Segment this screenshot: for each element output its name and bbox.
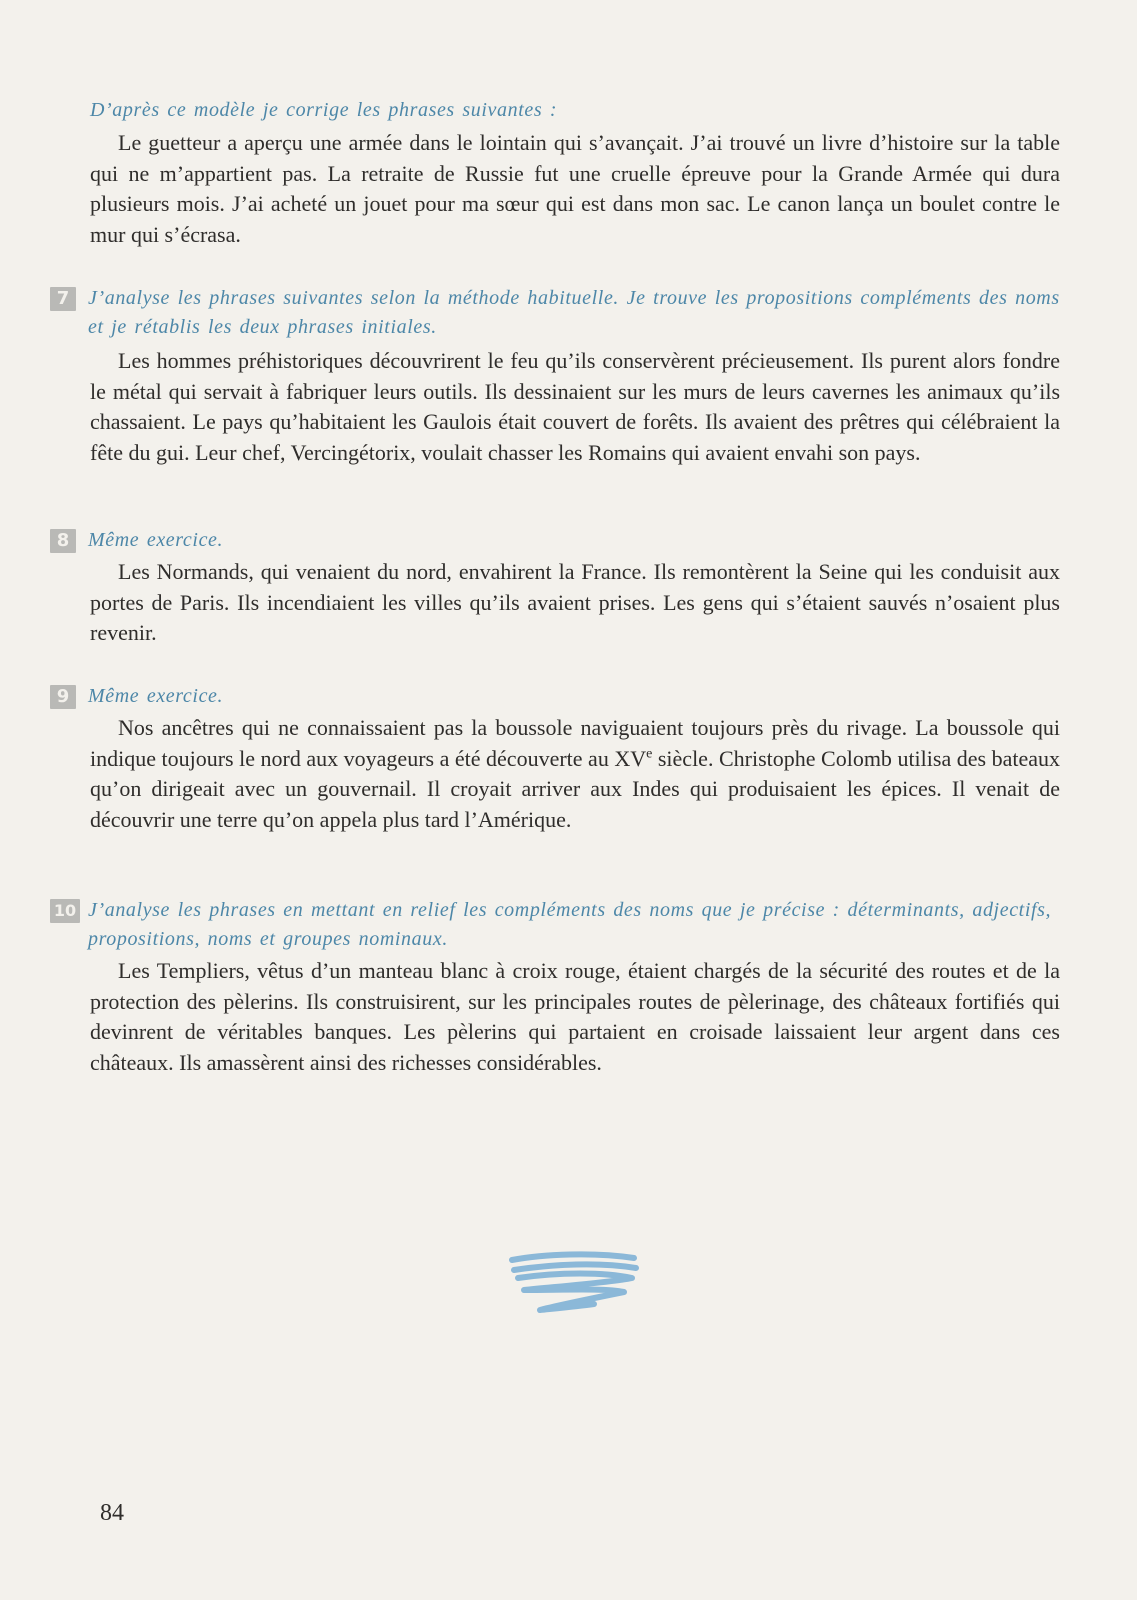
exercise-10-text: Les Templiers, vêtus d’un manteau blanc à croix rouge, étaient chargés de la sécurité des routes et de la protection des pèlerins. Ils construisirent, sur les principales routes de pèlerinage, des châteaux fortifiés qui devinrent de véritables banques. Les pèlerins qui partaient en croisade laissaient leur argent dans ces châteaux. Ils amassèrent ainsi des richesses considérables. xyxy=(90,958,1060,1075)
exercise-7-text: Les hommes préhistoriques découvrirent le feu qu’ils conservèrent précieusement. Ils purent alors fondre le métal qui servait à fabriquer leurs outils. Ils dessinaient sur les murs de leurs cavernes les animaux qu’ils chassaient. Le pays qu’habitaient les Gaulois était couvert de forêts. Ils avaient des prêtres qui célébraient la fête du gui. Leur chef, Vercingétorix, voulait chasser les Romains qui avaient envahi son pays. xyxy=(90,348,1060,465)
exercise-9-text-part-2: siècle. Christophe Colomb utilisa des bateaux qu’on dirigeait avec un gouvernail. Il croyait arriver aux Indes qui produisaient les épices. Il venait de découvrir une terre qu’on appela plus tard l’Amérique. xyxy=(90,745,1060,832)
page-number: 84 xyxy=(100,1500,124,1526)
exercise-7-instruction: J’analyse les phrases suivantes selon la méthode habituelle. Je trouve les propositions compléments des noms et je rétablis les deux phrases initiales. xyxy=(88,287,1060,338)
blue-scribble-ornament-icon xyxy=(504,1250,644,1325)
exercise-number-badge: 8 xyxy=(50,529,76,553)
exercise-9-header xyxy=(50,682,1070,711)
exercise-8-header xyxy=(50,526,1070,555)
exercise-8-text: Les Normands, qui venaient du nord, envahirent la France. Ils remontèrent la Seine qui les conduisit aux portes de Paris. Ils incendiaient les villes qu’ils avaient prises. Les gens qui s’étaient sauvés n’osaient plus revenir. xyxy=(90,559,1060,645)
intro-text: Le guetteur a aperçu une armée dans le lointain qui s’avançait. J’ai trouvé un livre d’histoire sur la table qui ne m’appartient pas. La retraite de Russie fut une cruelle épreuve pour la Grande Armée qui dura plusieurs mois. J’ai acheté un jouet pour ma sœur qui est dans mon sac. Le canon lança un boulet contre le mur qui s’écrasa. xyxy=(90,130,1060,247)
intro-instruction: D’après ce modèle je corrige les phrases suivantes : xyxy=(90,99,558,121)
exercise-number-badge: 10 xyxy=(50,899,80,923)
exercise-9-text-part-1: Nos ancêtres qui ne connaissaient pas la boussole naviguaient toujours près du rivage. La boussole qui indique toujours le nord aux voyageurs a été découverte au XV xyxy=(90,715,1060,771)
exercise-10-instruction: J’analyse les phrases en mettant en relief les compléments des noms que je précise : déterminants, adjectifs, propositions, noms et groupes nominaux. xyxy=(88,899,1052,950)
exercise-9-instruction: Même exercice. xyxy=(88,685,224,707)
exercise-7-header xyxy=(50,284,1070,342)
exercise-number-badge: 7 xyxy=(50,287,76,311)
exercise-number-badge: 9 xyxy=(50,685,76,709)
exercise-8-instruction: Même exercice. xyxy=(88,529,224,551)
superscript-e: e xyxy=(646,746,653,762)
exercise-9-text xyxy=(90,713,1060,835)
exercise-10-header xyxy=(50,896,1070,954)
